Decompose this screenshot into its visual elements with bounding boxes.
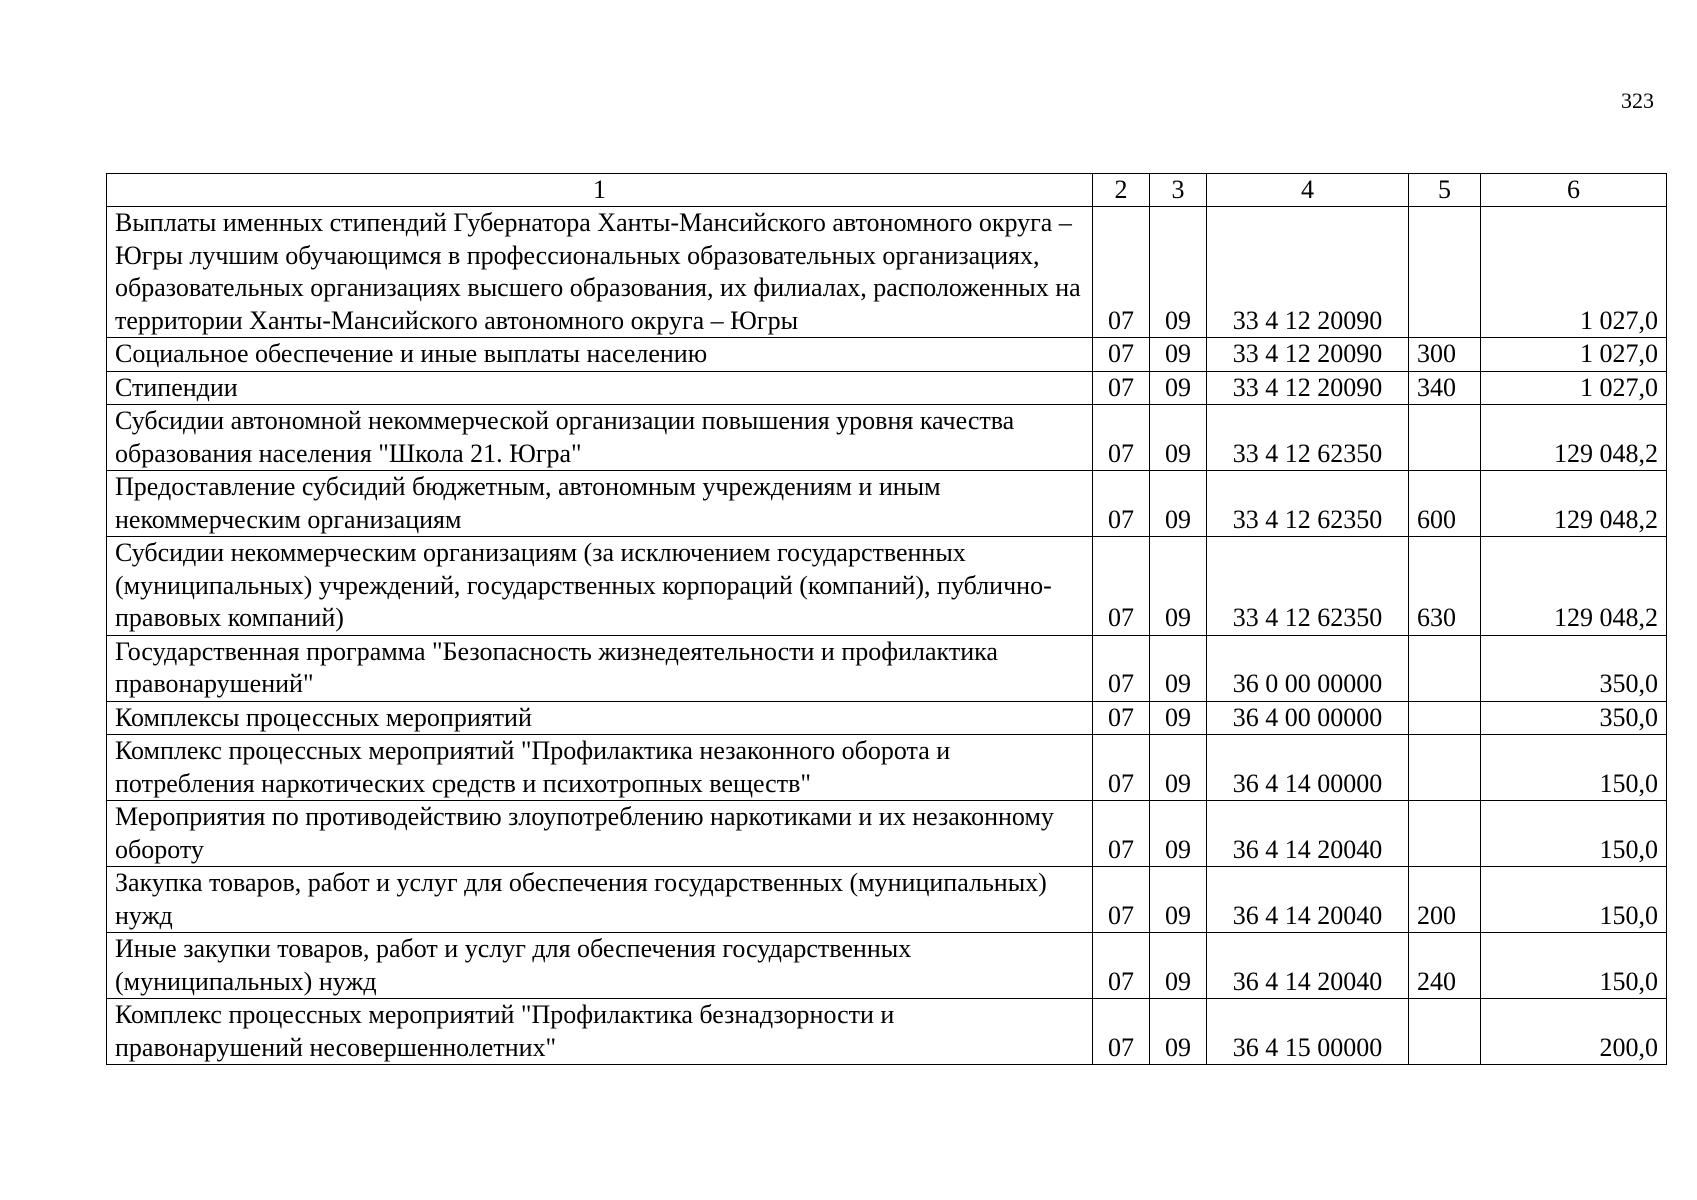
row-subsection-cell: 09 [1150, 801, 1207, 867]
row-subsection-cell: 09 [1150, 471, 1207, 537]
row-amount-cell: 150,0 [1481, 867, 1667, 933]
table-row [107, 735, 1667, 801]
row-target-article-cell: 36 4 00 00000 [1207, 701, 1409, 735]
page-number: 323 [1621, 88, 1654, 113]
table-row [107, 867, 1667, 933]
row-section-cell: 07 [1093, 735, 1150, 801]
row-target-article-cell: 33 4 12 20090 [1207, 338, 1409, 372]
row-target-article-cell: 36 4 14 20040 [1207, 933, 1409, 999]
row-section-cell: 07 [1093, 635, 1150, 701]
row-section-cell: 07 [1093, 207, 1150, 338]
row-name-cell: Субсидии автономной некоммерческой организации повышения уровня качества образования населения "Школа 21. Югра" [107, 405, 1093, 471]
row-target-article-cell: 33 4 12 20090 [1207, 207, 1409, 338]
row-target-article-cell: 33 4 12 62350 [1207, 471, 1409, 537]
row-section-cell: 07 [1093, 701, 1150, 735]
row-expense-type-cell [1409, 207, 1481, 338]
row-expense-type-cell [1409, 735, 1481, 801]
table-row [107, 801, 1667, 867]
table-row [107, 371, 1667, 405]
row-expense-type-cell [1409, 999, 1481, 1065]
table-body [107, 207, 1667, 1065]
row-name-cell: Комплекс процессных мероприятий "Профилактика незаконного оборота и потребления наркотических средств и психотропных веществ" [107, 735, 1093, 801]
header-cell: 5 [1409, 174, 1481, 207]
row-section-cell: 07 [1093, 801, 1150, 867]
row-subsection-cell: 09 [1150, 207, 1207, 338]
budget-table [106, 173, 1667, 1065]
row-amount-cell: 1 027,0 [1481, 338, 1667, 372]
row-amount-cell: 1 027,0 [1481, 371, 1667, 405]
row-name-cell: Стипендии [107, 371, 1093, 405]
row-section-cell: 07 [1093, 405, 1150, 471]
row-section-cell: 07 [1093, 338, 1150, 372]
row-subsection-cell: 09 [1150, 867, 1207, 933]
row-expense-type-cell: 630 [1409, 537, 1481, 636]
row-section-cell: 07 [1093, 933, 1150, 999]
row-name-cell: Комплексы процессных мероприятий [107, 701, 1093, 735]
row-amount-cell: 129 048,2 [1481, 537, 1667, 636]
row-name-cell: Предоставление субсидий бюджетным, автономным учреждениям и иным некоммерческим организациям [107, 471, 1093, 537]
row-expense-type-cell [1409, 701, 1481, 735]
row-section-cell: 07 [1093, 537, 1150, 636]
row-subsection-cell: 09 [1150, 405, 1207, 471]
row-amount-cell: 1 027,0 [1481, 207, 1667, 338]
row-expense-type-cell: 600 [1409, 471, 1481, 537]
row-expense-type-cell [1409, 801, 1481, 867]
row-name-cell: Иные закупки товаров, работ и услуг для обеспечения государственных (муниципальных) нужд [107, 933, 1093, 999]
row-section-cell: 07 [1093, 999, 1150, 1065]
header-cell: 4 [1207, 174, 1409, 207]
row-target-article-cell: 33 4 12 20090 [1207, 371, 1409, 405]
table-row [107, 338, 1667, 372]
row-target-article-cell: 36 4 15 00000 [1207, 999, 1409, 1065]
row-subsection-cell: 09 [1150, 371, 1207, 405]
table-header-row [107, 174, 1667, 207]
row-subsection-cell: 09 [1150, 735, 1207, 801]
row-expense-type-cell: 200 [1409, 867, 1481, 933]
header-cell: 1 [107, 174, 1093, 207]
row-amount-cell: 129 048,2 [1481, 471, 1667, 537]
row-section-cell: 07 [1093, 471, 1150, 537]
row-target-article-cell: 36 4 14 20040 [1207, 801, 1409, 867]
table-row [107, 999, 1667, 1065]
row-target-article-cell: 36 4 14 00000 [1207, 735, 1409, 801]
row-subsection-cell: 09 [1150, 999, 1207, 1065]
row-target-article-cell: 36 0 00 00000 [1207, 635, 1409, 701]
table-row [107, 207, 1667, 338]
row-expense-type-cell [1409, 405, 1481, 471]
table-row [107, 635, 1667, 701]
row-target-article-cell: 33 4 12 62350 [1207, 537, 1409, 636]
row-subsection-cell: 09 [1150, 933, 1207, 999]
row-amount-cell: 200,0 [1481, 999, 1667, 1065]
row-subsection-cell: 09 [1150, 635, 1207, 701]
row-name-cell: Мероприятия по противодействию злоупотреблению наркотиками и их незаконному обороту [107, 801, 1093, 867]
row-amount-cell: 150,0 [1481, 735, 1667, 801]
table-row [107, 701, 1667, 735]
row-name-cell: Субсидии некоммерческим организациям (за исключением государственных (муниципальных) учреждений, государственных корпораций (компаний), публично-правовых компаний) [107, 537, 1093, 636]
row-subsection-cell: 09 [1150, 338, 1207, 372]
row-section-cell: 07 [1093, 867, 1150, 933]
header-cell: 2 [1093, 174, 1150, 207]
row-amount-cell: 350,0 [1481, 701, 1667, 735]
header-cell: 6 [1481, 174, 1667, 207]
row-expense-type-cell: 240 [1409, 933, 1481, 999]
row-amount-cell: 350,0 [1481, 635, 1667, 701]
row-amount-cell: 129 048,2 [1481, 405, 1667, 471]
table-row [107, 933, 1667, 999]
row-subsection-cell: 09 [1150, 537, 1207, 636]
row-target-article-cell: 33 4 12 62350 [1207, 405, 1409, 471]
row-name-cell: Государственная программа "Безопасность жизнедеятельности и профилактика правонарушений" [107, 635, 1093, 701]
row-section-cell: 07 [1093, 371, 1150, 405]
row-name-cell: Выплаты именных стипендий Губернатора Ханты-Мансийского автономного округа – Югры лучшим обучающимся в профессиональных образовательных организациях, образовательных организациях высшего образования, их филиалах, расположенных на территории Ханты-Мансийского автономного округа – Югры [107, 207, 1093, 338]
row-name-cell: Закупка товаров, работ и услуг для обеспечения государственных (муниципальных) нужд [107, 867, 1093, 933]
table-row [107, 471, 1667, 537]
header-cell: 3 [1150, 174, 1207, 207]
row-amount-cell: 150,0 [1481, 801, 1667, 867]
row-amount-cell: 150,0 [1481, 933, 1667, 999]
row-name-cell: Комплекс процессных мероприятий "Профилактика безнадзорности и правонарушений несовершеннолетних" [107, 999, 1093, 1065]
row-expense-type-cell [1409, 635, 1481, 701]
table-row [107, 405, 1667, 471]
row-target-article-cell: 36 4 14 20040 [1207, 867, 1409, 933]
row-expense-type-cell: 340 [1409, 371, 1481, 405]
row-expense-type-cell: 300 [1409, 338, 1481, 372]
row-name-cell: Социальное обеспечение и иные выплаты населению [107, 338, 1093, 372]
table-row [107, 537, 1667, 636]
row-subsection-cell: 09 [1150, 701, 1207, 735]
